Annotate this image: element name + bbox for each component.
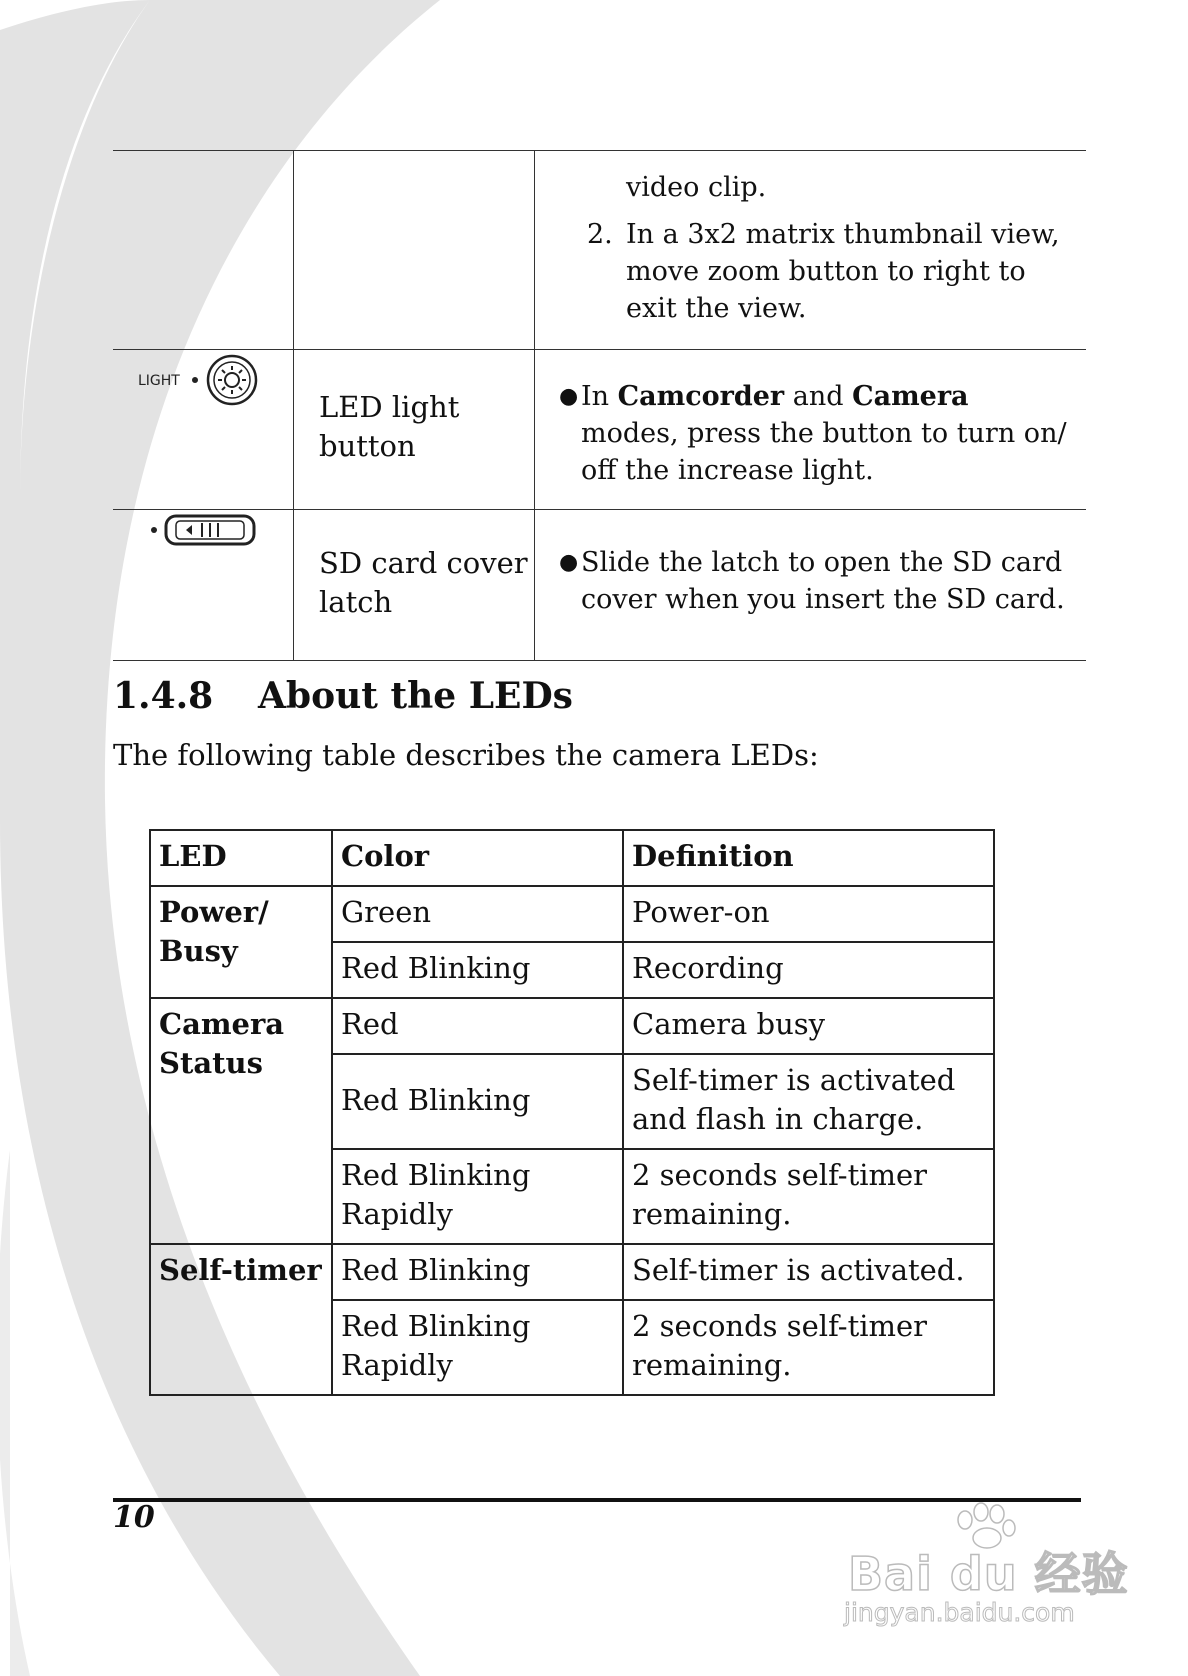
item-text: In a 3x2 matrix thumbnail view, move zoom button to right to exit the view. (626, 219, 1060, 324)
led-name: Self-timer (150, 1244, 332, 1395)
section-title: About the LEDs (258, 675, 573, 717)
name-cell (294, 510, 535, 661)
table-header-row (150, 830, 994, 886)
led-color: Green (332, 886, 623, 942)
led-color: Red (332, 998, 623, 1054)
table-row (113, 151, 1086, 350)
controls-table (113, 150, 1086, 661)
bullet-text: Slide the latch to open the SD card cover when you insert the SD card. (581, 547, 1065, 615)
item-number: 2. (587, 219, 613, 250)
header-color: Color (332, 830, 623, 886)
bullet-icon: ● (559, 550, 579, 575)
light-icon-label: LIGHT (138, 373, 180, 389)
led-name: Camera Status (150, 998, 332, 1244)
led-color: Red Blinking (332, 942, 623, 998)
intro-text: The following table describes the camera LEDs: (113, 738, 819, 772)
led-definition: Self-timer is activated. (623, 1244, 994, 1300)
table-row (113, 510, 1086, 661)
icon-cell (113, 510, 294, 661)
led-color: Red Blinking Rapidly (332, 1149, 623, 1244)
led-definition: Camera busy (623, 998, 994, 1054)
control-name: LED light button (319, 390, 460, 463)
led-definition: 2 seconds self-timer remaining. (623, 1149, 994, 1244)
watermark-url: jingyan.baidu.com (844, 1598, 1075, 1627)
page-number: 10 (113, 1500, 155, 1535)
description-cell (535, 151, 1087, 350)
table-row (150, 886, 994, 942)
icon-cell (113, 151, 294, 350)
icon-cell (113, 350, 294, 510)
bullet-icon: ● (559, 384, 579, 409)
baidu-watermark (840, 1500, 1130, 1640)
table-row (150, 1244, 994, 1300)
led-definition: Recording (623, 942, 994, 998)
led-color: Red Blinking (332, 1054, 623, 1149)
numbered-item (535, 206, 1086, 327)
bullet-text: In Camcorder and Camera modes, press the button to turn on/ off the increase light. (581, 381, 1067, 486)
table-row (150, 998, 994, 1054)
led-table (149, 829, 995, 1396)
description-cell (535, 350, 1087, 510)
led-name: Power/ Busy (150, 886, 332, 998)
sd-card-latch-icon (113, 510, 293, 550)
led-color: Red Blinking (332, 1244, 623, 1300)
header-led: LED (150, 830, 332, 886)
watermark-brand: Bai du 经验 (848, 1547, 1129, 1601)
bullet-item (535, 510, 1086, 638)
section-heading (113, 675, 573, 717)
led-definition: Self-timer is activated and flash in charge. (623, 1054, 994, 1149)
led-color: Red Blinking Rapidly (332, 1300, 623, 1395)
led-definition: Power-on (623, 886, 994, 942)
led-definition: 2 seconds self-timer remaining. (623, 1300, 994, 1395)
control-name: SD card cover latch (319, 546, 528, 619)
name-cell (294, 151, 535, 350)
continuation-text: video clip. (626, 172, 767, 203)
section-number: 1.4.8 (113, 675, 214, 717)
table-row (113, 350, 1086, 510)
bullet-item (535, 350, 1086, 509)
description-cell (535, 510, 1087, 661)
led-light-button-icon (113, 350, 293, 410)
header-definition: Definition (623, 830, 994, 886)
name-cell (294, 350, 535, 510)
